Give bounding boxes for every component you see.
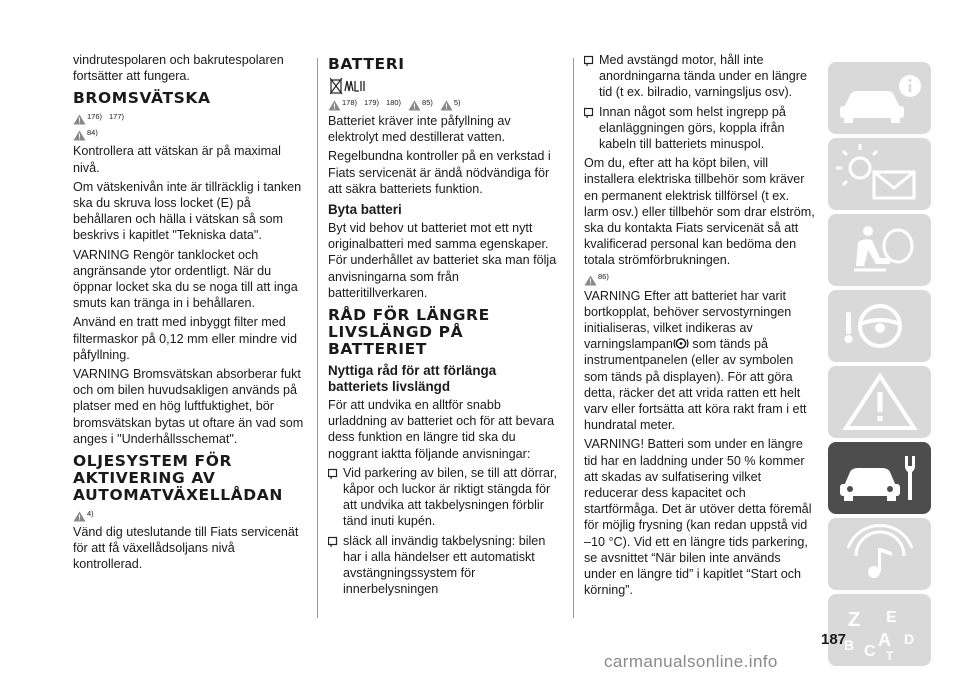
paragraph: Om du, efter att ha köpt bilen, vill installera elektriska tillbehör som kräver en permanent elektrisk tillförsel (t ex. larm osv.) eller tillbehör som drar elström, ska du kontakta Fiats servicenät så att kvalificerad personal kan bedöma den totala strömförbrukningen. (584, 156, 815, 268)
safety-airbag-icon (828, 214, 931, 286)
bullet-box-icon (328, 468, 339, 479)
paragraph: Använd en tratt med inbyggt filter med filtermaskor på 0,12 mm eller mindre vid påfyllning. (73, 315, 297, 362)
refs (584, 272, 816, 286)
column-3 (584, 52, 816, 602)
brake-refs-2 (73, 127, 305, 141)
svg-text:A: A (878, 630, 891, 650)
paragraph: VARNING Bromsvätskan absorberar fukt och om bilen huvudsakligen används på platser med en hög luftfuktighet, bör bromsvätskan bytas ut oftare än vad som anges i "Underhållsschemat". (73, 367, 304, 446)
battery-disposal-icon (330, 77, 368, 95)
bullet-item (328, 465, 560, 533)
ref-number: 179) (364, 97, 380, 107)
ref-number: 176) (87, 112, 103, 122)
ref-number: 4) (87, 508, 94, 518)
page-number: 187 (821, 631, 847, 648)
footer-watermark: carmanualsonline.info (604, 652, 778, 671)
brake-refs-1 (73, 111, 305, 125)
subheading-replace-battery: Byta batteri (328, 202, 402, 218)
caution-triangle-icon (73, 130, 86, 141)
tab-emergency[interactable] (828, 366, 931, 438)
column-1 (73, 52, 305, 576)
index-letters-icon (828, 594, 931, 666)
heading-battery: BATTERI (328, 55, 405, 73)
tab-maintenance[interactable] (828, 442, 931, 514)
ref-number: 84) (87, 128, 98, 138)
heading-transmission-oil: OLJESYSTEM FÖR AKTIVERING AV AUTOMATVÄXELLÅDAN (73, 452, 283, 505)
svg-text:D: D (904, 631, 915, 647)
multimedia-icon (828, 518, 931, 590)
paragraph: Om vätskenivån inte är tillräcklig i tanken ska du skruva loss locket (E) på behållaren och hälla i vätskan så som beskrivs i kapitlet "Tekniska data". (73, 179, 302, 243)
paragraph-part: som tänds på instrumentpanelen (eller av symbolen som tänds på displayen). För att göra detta, räcker det att vrida ratten ett helt varv eller fortsätta att köra rakt fram i ett hundratal meter. (584, 337, 807, 433)
oil-refs (73, 508, 305, 522)
bullet-text: Med avstängd motor, håll inte anordningarna tända under en längre tid (t ex. bilradio, varningsljus osv). (599, 53, 807, 100)
steering-warning-icon (673, 338, 689, 349)
tab-car-info[interactable] (828, 62, 931, 134)
svg-text:Z: Z (848, 609, 861, 631)
subheading-useful-tips: Nyttiga råd för att förlänga batteriets livslängd (328, 363, 497, 395)
bullet-text: Vid parkering av bilen, se till att dörrar, kåpor och luckor är riktigt stängda för att undvika att takbelysningen förblir tänd inuti kupén. (343, 465, 557, 529)
caution-ref (408, 95, 433, 111)
bullet-box-icon (584, 55, 595, 66)
paragraph: För att undvika en alltför snabb urladdning av batteriet och för att bevara dess funktion en längre tid ska du noggrant iaktta följande anvisningar: (328, 398, 555, 461)
bullet-item (584, 104, 816, 156)
maintenance-car-wrench-icon (828, 442, 931, 514)
paragraph-part: VARNING Efter att batteriet har varit bortkopplat, behöver servostyrningen initialiseras, vilket indikeras av varningslampan (584, 288, 792, 352)
warning-lights-icon (828, 138, 931, 210)
environment-icon (440, 100, 453, 111)
caution-triangle-icon (408, 100, 421, 111)
tab-safety[interactable] (828, 214, 931, 286)
ref-number: 85) (422, 97, 433, 107)
paragraph (584, 288, 816, 434)
caution-triangle-icon (584, 275, 597, 286)
paragraph: VARNING Rengör tanklocket och angränsande ytor ordentligt. När du öppnar locket ska du se noga till att inga smuts kan tränga in i behållaren. (73, 247, 298, 311)
driving-steering-icon (828, 290, 931, 362)
bullet-box-icon (584, 107, 595, 118)
svg-text:E: E (886, 609, 897, 626)
ref-number: 180) (386, 97, 402, 107)
column-2 (328, 52, 560, 600)
paragraph: Kontrollera att vätskan är på maximal nivå. (73, 144, 281, 175)
bullet-item (584, 52, 816, 104)
emergency-icon (828, 366, 931, 438)
paragraph: Vänd dig uteslutande till Fiats servicenät för att få växellådsoljans nivå kontrollerad. (73, 525, 299, 572)
tab-driving[interactable] (828, 290, 931, 362)
ref-number: 86) (598, 272, 609, 282)
bullet-box-icon (328, 536, 339, 547)
bullet-item (328, 533, 560, 601)
caution-ref (73, 506, 94, 522)
bullet-text: Innan något som helst ingrepp på elanläggningen görs, koppla ifrån kabeln till batteriets minuspol. (599, 104, 786, 152)
warning-ref (328, 95, 357, 111)
caution-ref (73, 125, 98, 141)
car-info-icon (828, 62, 931, 134)
caution-triangle-icon (73, 511, 86, 522)
environment-ref (440, 95, 461, 111)
heading-battery-life: RÅD FÖR LÄNGRE LIVSLÄNGD PÅ BATTERIET (328, 306, 490, 359)
tab-index[interactable] (828, 594, 931, 666)
ref-number: 178) (342, 97, 358, 107)
paragraph: Byt vid behov ut batteriet mot ett nytt originalbatteri med samma egenskaper. För underhållet av batteriet ska man följa anvisningarna som från batteritillverkaren. (328, 221, 557, 300)
warning-ref (73, 109, 102, 125)
column-divider (573, 58, 574, 618)
tab-multimedia[interactable] (828, 518, 931, 590)
svg-text:C: C (864, 643, 876, 660)
column-divider (317, 58, 318, 618)
svg-text:B: B (844, 637, 855, 653)
paragraph: VARNING! Batteri som under en längre tid har en laddning under 50 % kommer att skadas av sulfatisering vilket reducerar dess kapacitet och startförmåga. Det är utöver detta föremål för möjlig frysning (kan redan uppstå vid –10 °C). Vid ett en längre tids parkering, se avsnittet “När bilen inte används under en längre tid” i kapitlet “Start och körning”. (584, 437, 812, 598)
tab-warning-lights[interactable] (828, 138, 931, 210)
chapter-tabs (828, 62, 931, 670)
intro-text: vindrutespolaren och bakrutespolaren fortsätter att fungera. (73, 53, 284, 84)
paragraph: Regelbundna kontroller på en verkstad i Fiats servicenät är ändå nödvändiga för att säkra batteriets funktion. (328, 149, 551, 196)
ref-number: 5) (453, 97, 461, 107)
battery-refs (328, 97, 560, 111)
heading-brake-fluid: BROMSVÄTSKA (73, 89, 211, 108)
svg-text:T: T (886, 649, 894, 663)
warning-triangle-icon (73, 114, 86, 125)
ref-number: 177) (109, 112, 125, 122)
caution-ref (584, 269, 609, 285)
bullet-text: släck all invändig takbelysning: bilen har i alla händelser ett automatiskt avstängningssystem för innerbelysningen (343, 533, 546, 597)
warning-triangle-icon (328, 100, 341, 111)
paragraph: Batteriet kräver inte påfyllning av elektrolyt med destillerat vatten. (328, 114, 511, 145)
